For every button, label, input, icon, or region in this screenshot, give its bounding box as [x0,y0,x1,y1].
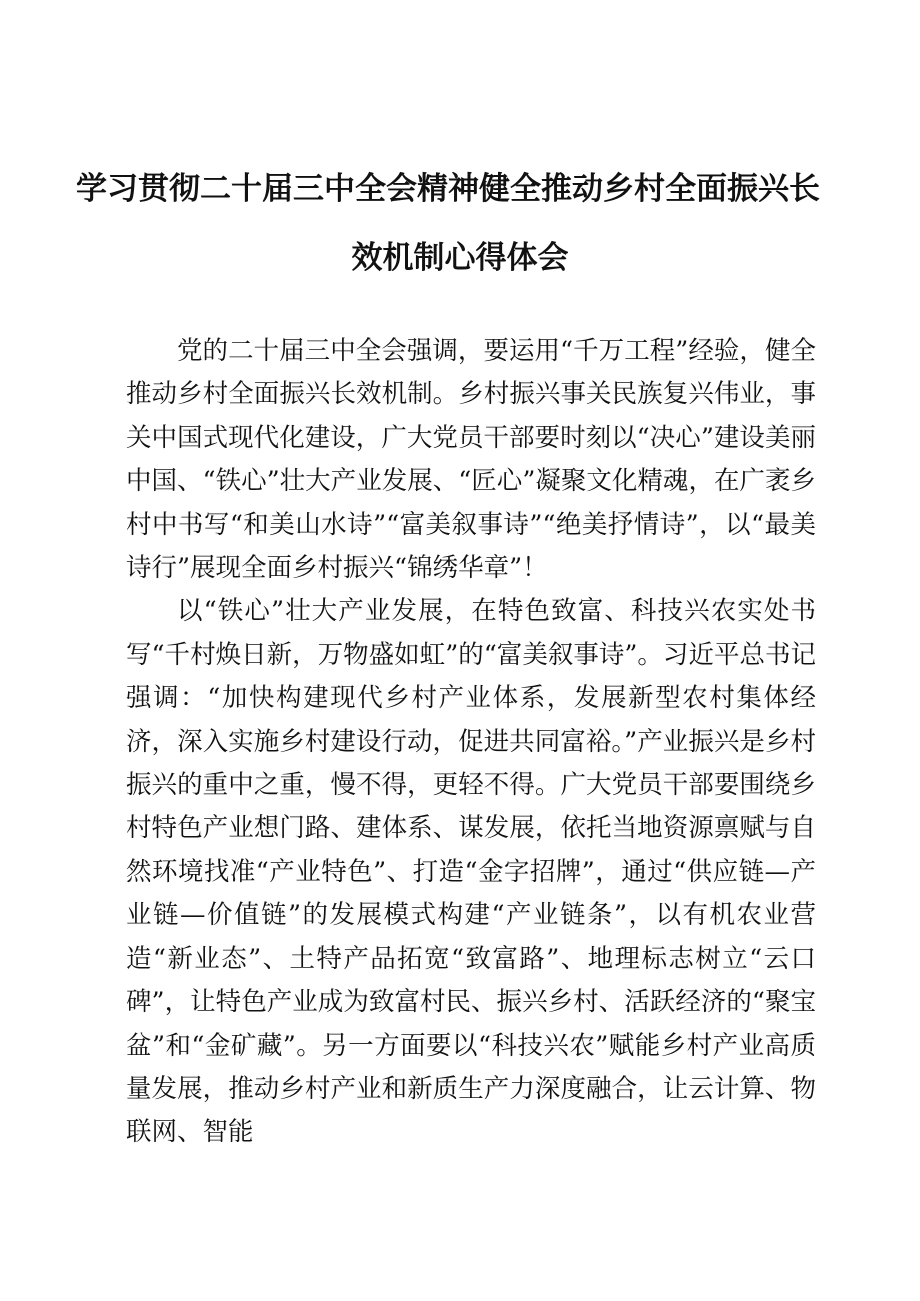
document-title-line-2: 效机制心得体会 [351,240,569,276]
document-body [126,330,816,1155]
document-title-line-1: 学习贯彻二十届三中全会精神健全推动乡村全面振兴长 [76,171,820,207]
paragraph-1: 党的二十届三中全会强调，要运用“千万工程”经验，健全推动乡村全面振兴长效机制。乡村振兴事关民族复兴伟业，事关中国式现代化建设，广大党员干部要时刻以“决心”建设美丽中国、“铁心”壮大产业发展、“匠心”凝聚文化精魂，在广袤乡村中书写“和美山水诗”“富美叙事诗”“绝美抒情诗”，以“最美诗行”展现全面乡村振兴“锦绣华章”！ [126,336,816,584]
paragraph-2: 以“铁心”壮大产业发展，在特色致富、科技兴农实处书写“千村焕日新，万物盛如虹”的“富美叙事诗”。习近平总书记强调：“加快构建现代乡村产业体系，发展新型农村集体经济，深入实施乡村建设行动，促进共同富裕。”产业振兴是乡村振兴的重中之重，慢不得，更轻不得。广大党员干部要围绕乡村特色产业想门路、建体系、谋发展，依托当地资源禀赋与自然环境找准“产业特色”、打造“金字招牌”，通过“供应链—产业链—价值链”的发展模式构建“产业链条”，以有机农业营造“新业态”、土特产品拓宽“致富路”、地理标志树立“云口碑”，让特色产业成为致富村民、振兴乡村、活跃经济的“聚宝盆”和“金矿藏”。另一方面要以“科技兴农”赋能乡村产业高质量发展，推动乡村产业和新质生产力深度融合，让云计算、物联网、智能 [126,596,816,1148]
